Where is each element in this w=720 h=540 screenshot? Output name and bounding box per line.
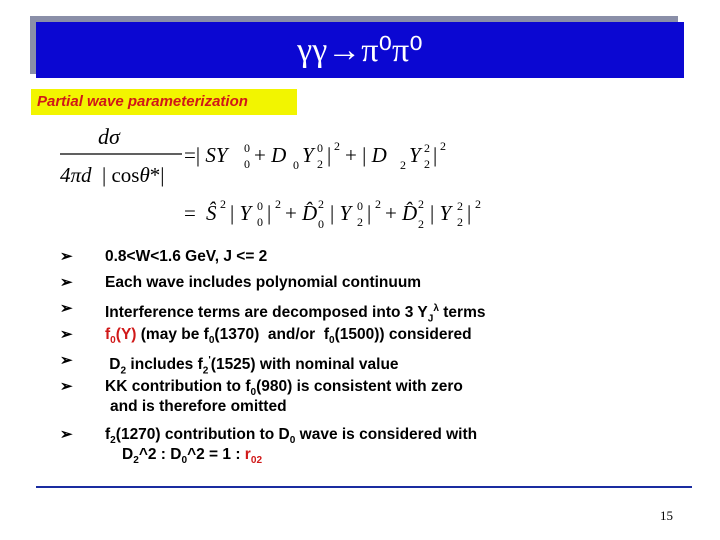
- bullet-item: [60, 348, 700, 377]
- svg-text:dσ: dσ: [98, 124, 120, 149]
- svg-text:0: 0: [257, 215, 263, 229]
- svg-text:2: 2: [317, 157, 323, 171]
- arrow-bullet-icon: ➢: [60, 300, 73, 317]
- svg-text:4πd: 4πd: [60, 163, 92, 187]
- svg-text:2: 2: [275, 197, 281, 211]
- bullet-item: [60, 244, 700, 270]
- bullet-item: [60, 374, 700, 400]
- svg-text:2: 2: [424, 157, 430, 171]
- svg-text:0: 0: [244, 157, 250, 171]
- bullet-text-rich: $D_2$ includes $f_2'(1525)$ with nominal value: [105, 355, 399, 377]
- svg-text:2: 2: [375, 197, 381, 211]
- bullet-text-continuation: and is therefore omitted: [110, 398, 287, 415]
- svg-text:0: 0: [244, 141, 250, 155]
- formula-lhs: [60, 124, 182, 187]
- svg-text:0: 0: [317, 141, 323, 155]
- svg-text:=| SY: =| SY: [184, 143, 228, 167]
- svg-text:+ D: + D: [254, 143, 287, 167]
- page-number: 15: [660, 508, 673, 523]
- svg-text:0: 0: [318, 217, 324, 231]
- bullet-text-rich: Interference terms are decomposed into 3 $Y_J^\lambda$ terms: [105, 303, 486, 325]
- bullet-text-rich: $f_2(1270)$ contribution to $D_0$ wave is considered with: [105, 426, 478, 447]
- svg-text:Y: Y: [409, 143, 421, 167]
- svg-text:| Y: | Y: [230, 201, 252, 225]
- svg-text:0: 0: [257, 199, 263, 213]
- svg-text:| cosθ*|: | cosθ*|: [102, 163, 165, 187]
- svg-text:0: 0: [357, 199, 363, 213]
- svg-text:2: 2: [357, 215, 363, 229]
- svg-text:2: 2: [475, 197, 481, 211]
- bullet-item: [60, 322, 700, 348]
- svg-text:2: 2: [220, 197, 226, 211]
- svg-text:Y: Y: [302, 143, 314, 167]
- svg-text:2: 2: [418, 197, 424, 211]
- svg-text:+: +: [385, 201, 397, 225]
- svg-text:| Y: | Y: [430, 201, 452, 225]
- bullet-text: Each wave includes polynomial continuum: [105, 274, 422, 291]
- svg-text:2: 2: [440, 139, 446, 153]
- bullet-text-continuation: $D_2\^{}2$ : $D_0\^{}2 = 1$ : $r_{02}$: [122, 446, 263, 467]
- arrow-bullet-icon: ➢: [60, 248, 73, 265]
- partial-wave-formula: [40, 120, 560, 238]
- svg-text:2: 2: [400, 158, 406, 172]
- svg-text:D̂: D̂: [402, 201, 418, 225]
- arrow-bullet-icon: ➢: [60, 326, 73, 343]
- arrow-bullet-icon: ➢: [60, 426, 73, 443]
- svg-text:|: |: [267, 201, 272, 225]
- svg-text:2: 2: [334, 139, 340, 153]
- svg-text:+: +: [285, 201, 297, 225]
- bullet-text: 0.8<W<1.6 GeV, J <= 2: [105, 248, 268, 265]
- svg-text:|: |: [467, 201, 472, 225]
- svg-text:|: |: [433, 143, 438, 167]
- svg-text:Ŝ: Ŝ: [206, 201, 217, 225]
- svg-text:2: 2: [457, 215, 463, 229]
- bullet-text-rich: $f_0(Y)$ (may be $f_0(1370)$ and/or $f_0(1500)$) considered: [105, 326, 472, 347]
- svg-text:2: 2: [457, 199, 463, 213]
- svg-text:+ | D: + | D: [345, 143, 387, 167]
- bullet-continuation: [60, 400, 700, 422]
- svg-text:2: 2: [418, 217, 424, 231]
- arrow-bullet-icon: ➢: [60, 352, 73, 369]
- footer-rule: [36, 486, 692, 488]
- svg-text:=: =: [184, 201, 196, 225]
- arrow-bullet-icon: ➢: [60, 274, 73, 291]
- svg-text:2: 2: [424, 141, 430, 155]
- bullet-item: [60, 270, 700, 296]
- bullet-continuation: [60, 448, 700, 470]
- formula-line-1: [184, 139, 446, 172]
- formula-line-2: [184, 197, 481, 231]
- bullet-text-rich: KK contribution to $f_0(980)$ is consistent with zero: [105, 378, 463, 399]
- bullet-item: [60, 422, 700, 448]
- svg-text:|: |: [327, 143, 332, 167]
- bullet-item: [60, 296, 700, 325]
- svg-text:D̂: D̂: [302, 201, 318, 225]
- svg-text:0: 0: [293, 158, 299, 172]
- arrow-bullet-icon: ➢: [60, 378, 73, 395]
- svg-text:|: |: [367, 201, 372, 225]
- svg-text:2: 2: [318, 197, 324, 211]
- section-subtitle: Partial wave parameterization: [31, 89, 297, 115]
- svg-text:| Y: | Y: [330, 201, 352, 225]
- slide-title: [36, 22, 684, 78]
- slide-title-text: γγ→π⁰π⁰: [297, 32, 423, 69]
- bullet-list: [60, 244, 700, 470]
